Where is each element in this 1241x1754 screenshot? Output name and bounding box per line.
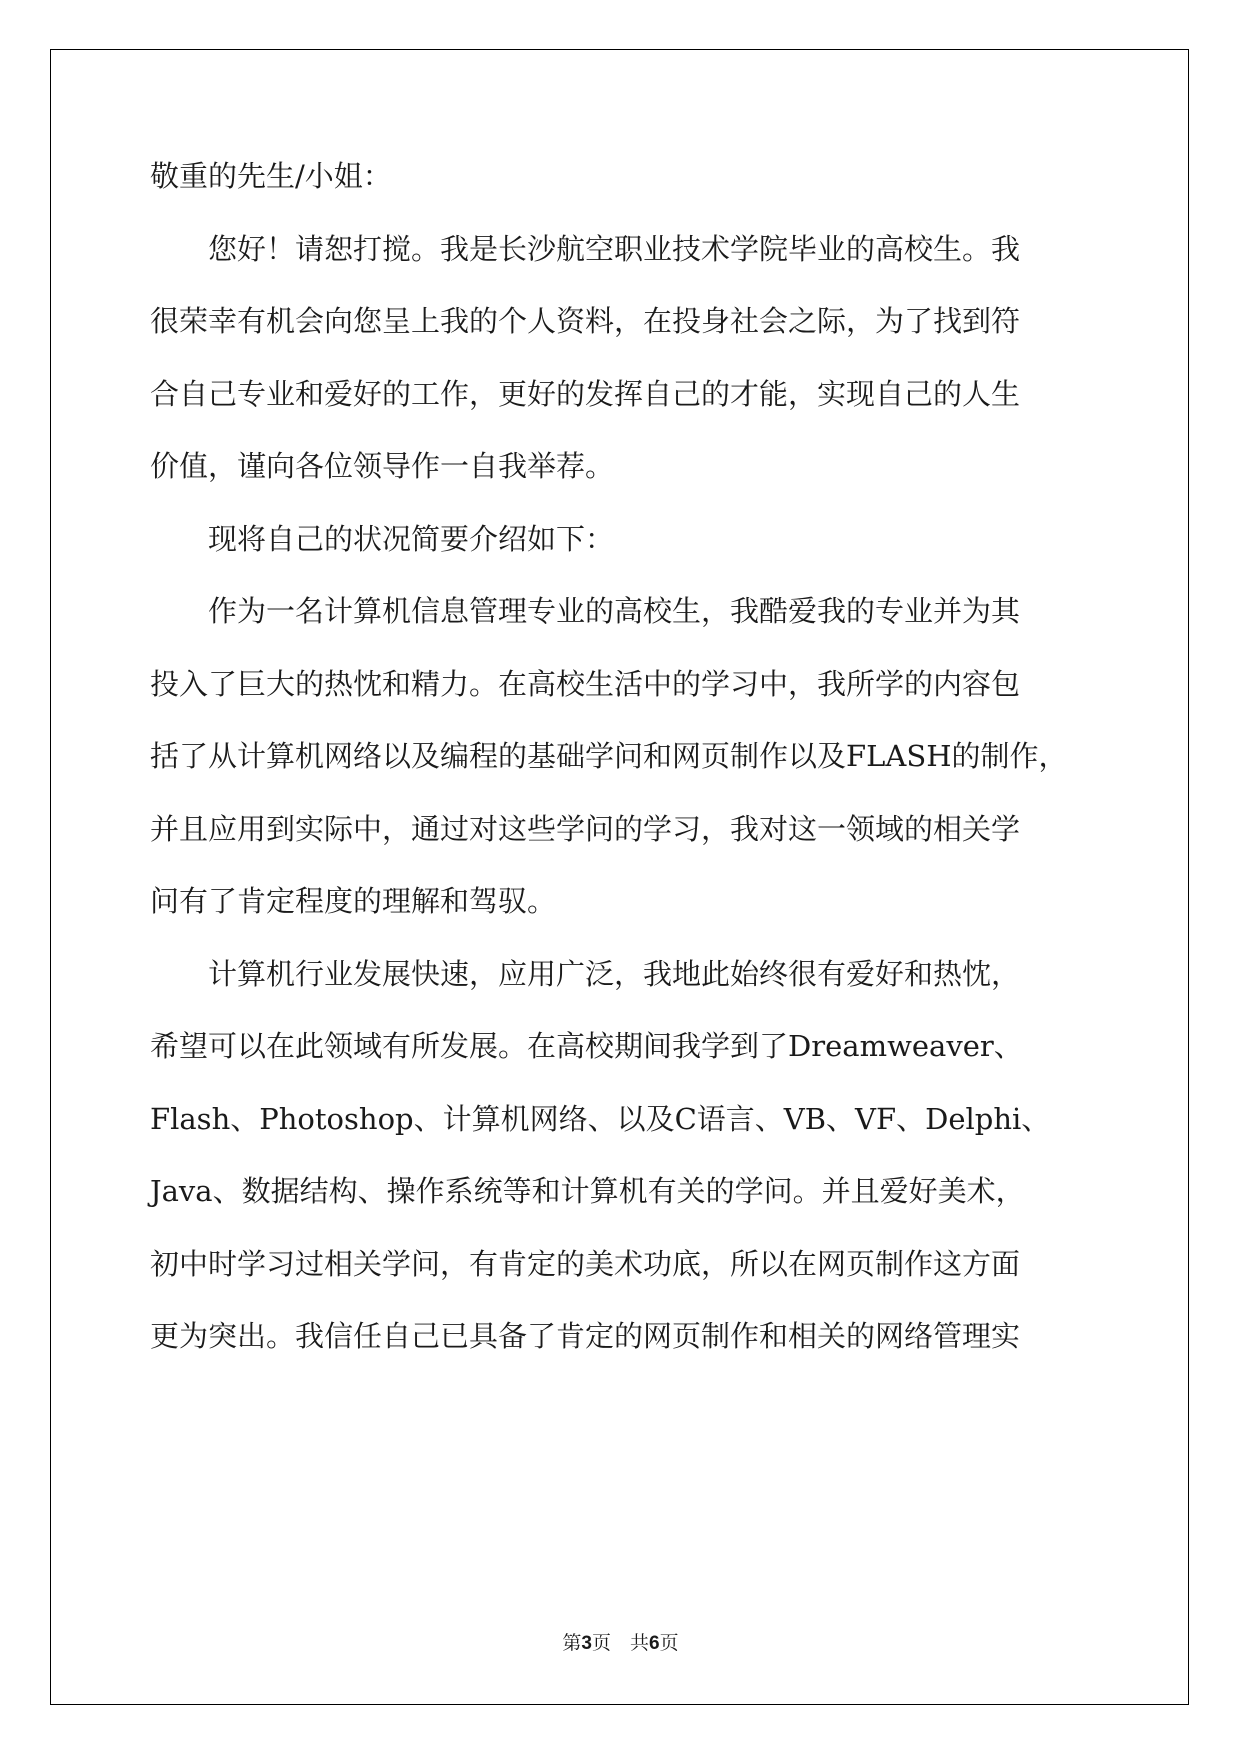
footer-suffix: 页: [659, 1632, 679, 1654]
letter-line: 现将自己的状况简要介绍如下：: [150, 522, 615, 556]
total-page-count: 6: [649, 1633, 660, 1654]
letter-line: 作为一名计算机信息管理专业的高校生，我酷爱我的专业并为其: [150, 594, 1021, 628]
page-border: [50, 49, 1189, 1705]
letter-line: 价值，谨向各位领导作一自我举荐。: [150, 449, 615, 483]
letter-line: 合自己专业和爱好的工作，更好的发挥自己的才能，实现自己的人生: [150, 377, 1021, 411]
page-footer: [0, 1628, 1241, 1655]
letter-line: 更为突出。我信任自己已具备了肯定的网页制作和相关的网络管理实: [150, 1319, 1021, 1353]
letter-line: Flash、Photoshop、计算机网络、以及C语言、VB、VF、Delphi、: [150, 1102, 1051, 1136]
letter-line: 您好！请恕打搅。我是长沙航空职业技术学院毕业的高校生。我: [150, 232, 1021, 266]
letter-line: 初中时学习过相关学问，有肯定的美术功底，所以在网页制作这方面: [150, 1247, 1021, 1281]
letter-line: 希望可以在此领域有所发展。在高校期间我学到了Dreamweaver、: [150, 1029, 1023, 1063]
letter-line: 敬重的先生/小姐：: [150, 159, 392, 193]
current-page-number: 3: [581, 1633, 592, 1654]
letter-line: Java、数据结构、操作系统等和计算机有关的学问。并且爱好美术，: [150, 1174, 1025, 1208]
letter-line: 很荣幸有机会向您呈上我的个人资料，在投身社会之际，为了找到符: [150, 304, 1021, 338]
letter-line: 并且应用到实际中，通过对这些学问的学习，我对这一领域的相关学: [150, 812, 1021, 846]
letter-line: 括了从计算机网络以及编程的基础学问和网页制作以及FLASH的制作，: [150, 739, 1068, 773]
letter-line: 投入了巨大的热忱和精力。在高校生活中的学习中，我所学的内容包: [150, 667, 1021, 701]
letter-line: 问有了肯定程度的理解和驾驭。: [150, 884, 557, 918]
letter-line: 计算机行业发展快速，应用广泛，我地此始终很有爱好和热忱，: [150, 957, 1021, 991]
footer-middle: 页 共: [591, 1632, 649, 1654]
footer-prefix: 第: [562, 1632, 582, 1654]
